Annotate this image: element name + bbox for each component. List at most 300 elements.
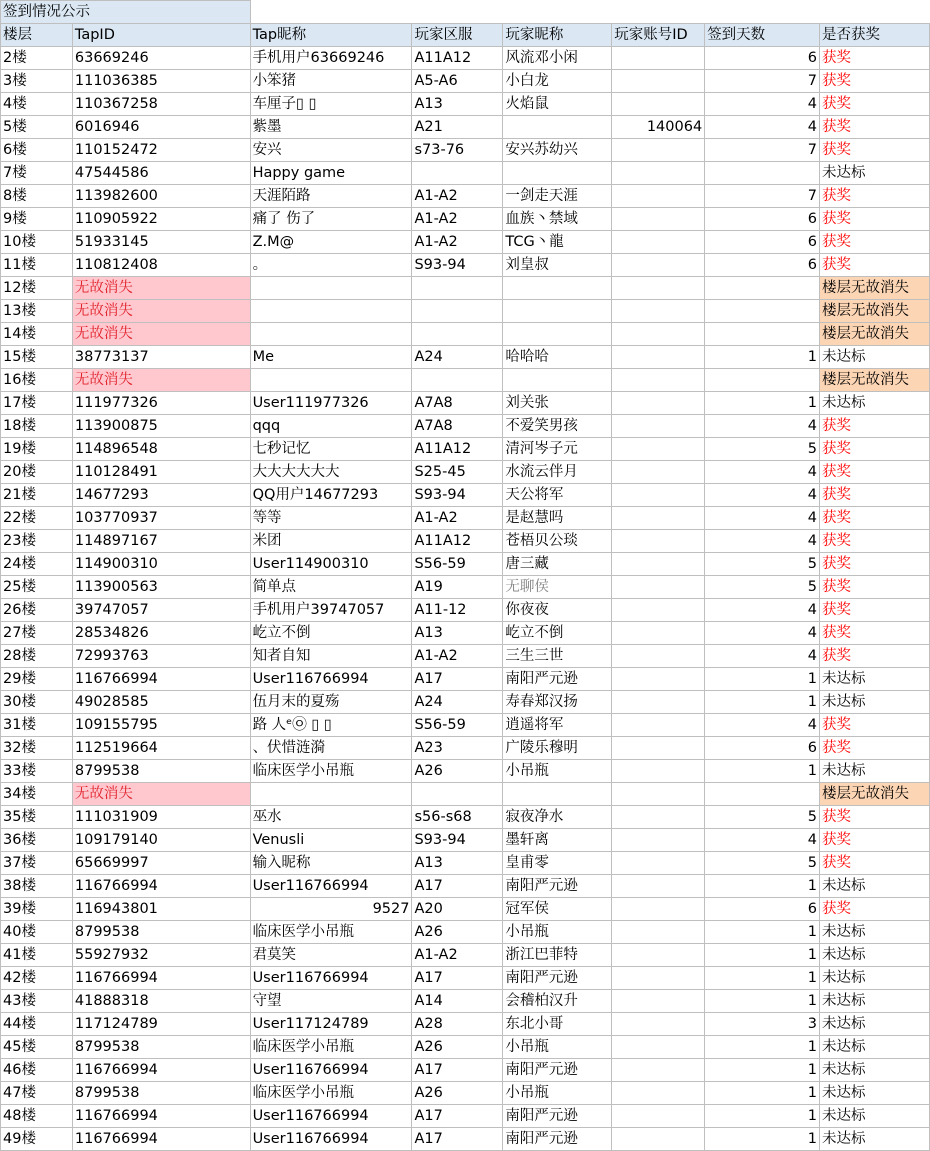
cell-server[interactable]: A28 bbox=[412, 1013, 503, 1036]
cell-server[interactable]: A26 bbox=[412, 1036, 503, 1059]
cell-floor[interactable]: 40楼 bbox=[1, 921, 73, 944]
cell-signin-days[interactable]: 4 bbox=[705, 599, 820, 622]
cell-player-nickname[interactable]: 东北小哥 bbox=[503, 1013, 612, 1036]
cell-tapid[interactable]: 113900875 bbox=[72, 415, 250, 438]
cell-account-id[interactable] bbox=[612, 668, 705, 691]
cell-award-status[interactable]: 获奖 bbox=[820, 185, 930, 208]
cell-player-nickname[interactable] bbox=[503, 323, 612, 346]
cell-signin-days[interactable]: 4 bbox=[705, 714, 820, 737]
cell-account-id[interactable] bbox=[612, 760, 705, 783]
cell-account-id[interactable] bbox=[612, 691, 705, 714]
cell-player-nickname[interactable]: 南阳严元逊 bbox=[503, 1128, 612, 1151]
cell-award-status[interactable]: 未达标 bbox=[820, 1036, 930, 1059]
cell-signin-days[interactable] bbox=[705, 369, 820, 392]
cell-tapid[interactable]: 无故消失 bbox=[72, 277, 250, 300]
cell-tapid[interactable]: 110905922 bbox=[72, 208, 250, 231]
cell-floor[interactable]: 18楼 bbox=[1, 415, 73, 438]
cell-signin-days[interactable]: 1 bbox=[705, 346, 820, 369]
cell-tapid[interactable]: 116766994 bbox=[72, 875, 250, 898]
cell-tap-nickname[interactable]: User116766994 bbox=[250, 875, 412, 898]
cell-server[interactable]: A17 bbox=[412, 967, 503, 990]
cell-floor[interactable]: 26楼 bbox=[1, 599, 73, 622]
cell-tapid[interactable]: 49028585 bbox=[72, 691, 250, 714]
cell-server[interactable]: A1-A2 bbox=[412, 507, 503, 530]
cell-player-nickname[interactable]: 小吊瓶 bbox=[503, 1082, 612, 1105]
cell-award-status[interactable]: 获奖 bbox=[820, 507, 930, 530]
cell-player-nickname[interactable] bbox=[503, 277, 612, 300]
cell-signin-days[interactable]: 4 bbox=[705, 461, 820, 484]
cell-floor[interactable]: 35楼 bbox=[1, 806, 73, 829]
cell-tap-nickname[interactable]: 临床医学小吊瓶 bbox=[250, 1082, 412, 1105]
cell-tap-nickname[interactable]: User111977326 bbox=[250, 392, 412, 415]
cell-server[interactable]: S56-59 bbox=[412, 714, 503, 737]
cell-floor[interactable]: 34楼 bbox=[1, 783, 73, 806]
cell-server[interactable]: A17 bbox=[412, 875, 503, 898]
cell-floor[interactable]: 25楼 bbox=[1, 576, 73, 599]
cell-player-nickname[interactable]: 皇甫零 bbox=[503, 852, 612, 875]
cell-account-id[interactable] bbox=[612, 507, 705, 530]
cell-signin-days[interactable]: 4 bbox=[705, 622, 820, 645]
cell-signin-days[interactable]: 4 bbox=[705, 829, 820, 852]
cell-tapid[interactable]: 110128491 bbox=[72, 461, 250, 484]
cell-account-id[interactable] bbox=[612, 806, 705, 829]
cell-floor[interactable]: 43楼 bbox=[1, 990, 73, 1013]
cell-signin-days[interactable]: 5 bbox=[705, 576, 820, 599]
cell-award-status[interactable]: 楼层无故消失 bbox=[820, 277, 930, 300]
cell-player-nickname[interactable]: 风流邓小闲 bbox=[503, 47, 612, 70]
cell-floor[interactable]: 36楼 bbox=[1, 829, 73, 852]
cell-account-id[interactable] bbox=[612, 599, 705, 622]
cell-floor[interactable]: 21楼 bbox=[1, 484, 73, 507]
cell-server[interactable]: A11A12 bbox=[412, 47, 503, 70]
cell-award-status[interactable]: 未达标 bbox=[820, 921, 930, 944]
cell-tap-nickname[interactable]: User114900310 bbox=[250, 553, 412, 576]
cell-award-status[interactable]: 未达标 bbox=[820, 1128, 930, 1151]
cell-player-nickname[interactable]: 一剑走天涯 bbox=[503, 185, 612, 208]
cell-player-nickname[interactable]: 刘皇叔 bbox=[503, 254, 612, 277]
cell-tap-nickname[interactable]: 临床医学小吊瓶 bbox=[250, 760, 412, 783]
cell-floor[interactable]: 14楼 bbox=[1, 323, 73, 346]
cell-floor[interactable]: 11楼 bbox=[1, 254, 73, 277]
cell-signin-days[interactable]: 6 bbox=[705, 208, 820, 231]
cell-tapid[interactable]: 无故消失 bbox=[72, 323, 250, 346]
cell-tapid[interactable]: 109155795 bbox=[72, 714, 250, 737]
cell-tap-nickname[interactable]: 、伏惜涟漪 bbox=[250, 737, 412, 760]
cell-tapid[interactable]: 116766994 bbox=[72, 1128, 250, 1151]
cell-tapid[interactable]: 14677293 bbox=[72, 484, 250, 507]
cell-account-id[interactable] bbox=[612, 254, 705, 277]
cell-account-id[interactable] bbox=[612, 944, 705, 967]
cell-tapid[interactable]: 113982600 bbox=[72, 185, 250, 208]
cell-tap-nickname[interactable]: 君莫笑 bbox=[250, 944, 412, 967]
cell-server[interactable]: S93-94 bbox=[412, 254, 503, 277]
cell-floor[interactable]: 49楼 bbox=[1, 1128, 73, 1151]
cell-player-nickname[interactable]: 你夜夜 bbox=[503, 599, 612, 622]
cell-tap-nickname[interactable]: 等等 bbox=[250, 507, 412, 530]
cell-player-nickname[interactable]: 会稽柏汉升 bbox=[503, 990, 612, 1013]
cell-signin-days[interactable]: 4 bbox=[705, 645, 820, 668]
cell-floor[interactable]: 7楼 bbox=[1, 162, 73, 185]
cell-floor[interactable]: 29楼 bbox=[1, 668, 73, 691]
cell-player-nickname[interactable]: TCG丶龍 bbox=[503, 231, 612, 254]
cell-floor[interactable]: 17楼 bbox=[1, 392, 73, 415]
cell-floor[interactable]: 37楼 bbox=[1, 852, 73, 875]
cell-server[interactable] bbox=[412, 323, 503, 346]
cell-award-status[interactable]: 楼层无故消失 bbox=[820, 369, 930, 392]
cell-signin-days[interactable]: 5 bbox=[705, 806, 820, 829]
cell-signin-days[interactable]: 4 bbox=[705, 484, 820, 507]
cell-award-status[interactable]: 获奖 bbox=[820, 461, 930, 484]
cell-signin-days[interactable]: 4 bbox=[705, 530, 820, 553]
cell-player-nickname[interactable]: 寿春郑汉扬 bbox=[503, 691, 612, 714]
cell-tap-nickname[interactable] bbox=[250, 369, 412, 392]
cell-award-status[interactable]: 获奖 bbox=[820, 47, 930, 70]
cell-account-id[interactable] bbox=[612, 576, 705, 599]
cell-tapid[interactable]: 8799538 bbox=[72, 1036, 250, 1059]
cell-award-status[interactable]: 获奖 bbox=[820, 645, 930, 668]
cell-account-id[interactable] bbox=[612, 346, 705, 369]
cell-award-status[interactable]: 未达标 bbox=[820, 346, 930, 369]
cell-tap-nickname[interactable]: 七秒记忆 bbox=[250, 438, 412, 461]
cell-tap-nickname[interactable]: qqq bbox=[250, 415, 412, 438]
cell-player-nickname[interactable]: 南阳严元逊 bbox=[503, 668, 612, 691]
cell-account-id[interactable] bbox=[612, 875, 705, 898]
cell-player-nickname[interactable]: 小吊瓶 bbox=[503, 760, 612, 783]
cell-player-nickname[interactable]: 小白龙 bbox=[503, 70, 612, 93]
cell-tapid[interactable]: 8799538 bbox=[72, 1082, 250, 1105]
cell-signin-days[interactable]: 1 bbox=[705, 1128, 820, 1151]
cell-server[interactable]: A26 bbox=[412, 1082, 503, 1105]
cell-signin-days[interactable] bbox=[705, 277, 820, 300]
cell-tap-nickname[interactable]: 紫墨 bbox=[250, 116, 412, 139]
cell-floor[interactable]: 38楼 bbox=[1, 875, 73, 898]
cell-award-status[interactable]: 楼层无故消失 bbox=[820, 300, 930, 323]
cell-account-id[interactable] bbox=[612, 1013, 705, 1036]
cell-server[interactable]: A11A12 bbox=[412, 438, 503, 461]
cell-tap-nickname[interactable]: 天涯陌路 bbox=[250, 185, 412, 208]
cell-account-id[interactable] bbox=[612, 392, 705, 415]
cell-player-nickname[interactable]: 清河岑子元 bbox=[503, 438, 612, 461]
cell-signin-days[interactable]: 7 bbox=[705, 70, 820, 93]
cell-tap-nickname[interactable]: 小笨猪 bbox=[250, 70, 412, 93]
cell-signin-days[interactable]: 6 bbox=[705, 47, 820, 70]
cell-award-status[interactable]: 获奖 bbox=[820, 530, 930, 553]
cell-tapid[interactable]: 6016946 bbox=[72, 116, 250, 139]
cell-floor[interactable]: 44楼 bbox=[1, 1013, 73, 1036]
cell-tap-nickname[interactable]: 路 人ᵉ㉧ ▯ ▯ bbox=[250, 714, 412, 737]
cell-tapid[interactable]: 47544586 bbox=[72, 162, 250, 185]
cell-award-status[interactable]: 楼层无故消失 bbox=[820, 783, 930, 806]
cell-account-id[interactable] bbox=[612, 622, 705, 645]
cell-award-status[interactable]: 未达标 bbox=[820, 875, 930, 898]
cell-award-status[interactable]: 获奖 bbox=[820, 898, 930, 921]
cell-floor[interactable]: 16楼 bbox=[1, 369, 73, 392]
cell-signin-days[interactable]: 5 bbox=[705, 852, 820, 875]
cell-account-id[interactable] bbox=[612, 231, 705, 254]
cell-player-nickname[interactable]: 是赵慧吗 bbox=[503, 507, 612, 530]
cell-tap-nickname[interactable]: 安兴 bbox=[250, 139, 412, 162]
cell-signin-days[interactable]: 6 bbox=[705, 737, 820, 760]
cell-server[interactable]: A26 bbox=[412, 760, 503, 783]
cell-player-nickname[interactable]: 南阳严元逊 bbox=[503, 1059, 612, 1082]
cell-player-nickname[interactable]: 逍遥将军 bbox=[503, 714, 612, 737]
cell-floor[interactable]: 6楼 bbox=[1, 139, 73, 162]
cell-server[interactable]: A19 bbox=[412, 576, 503, 599]
cell-signin-days[interactable]: 1 bbox=[705, 1082, 820, 1105]
cell-account-id[interactable]: 140064 bbox=[612, 116, 705, 139]
cell-signin-days[interactable]: 1 bbox=[705, 990, 820, 1013]
cell-tap-nickname[interactable]: 伍月末的夏殇 bbox=[250, 691, 412, 714]
cell-signin-days[interactable]: 6 bbox=[705, 231, 820, 254]
cell-floor[interactable]: 13楼 bbox=[1, 300, 73, 323]
cell-player-nickname[interactable]: 唐三藏 bbox=[503, 553, 612, 576]
cell-player-nickname[interactable]: 南阳严元逊 bbox=[503, 967, 612, 990]
cell-award-status[interactable]: 获奖 bbox=[820, 231, 930, 254]
cell-signin-days[interactable] bbox=[705, 783, 820, 806]
cell-signin-days[interactable] bbox=[705, 323, 820, 346]
cell-award-status[interactable]: 获奖 bbox=[820, 208, 930, 231]
cell-floor[interactable]: 22楼 bbox=[1, 507, 73, 530]
cell-signin-days[interactable]: 3 bbox=[705, 1013, 820, 1036]
header-account-id[interactable]: 玩家账号ID bbox=[612, 24, 705, 47]
cell-tapid[interactable]: 114897167 bbox=[72, 530, 250, 553]
cell-server[interactable]: A1-A2 bbox=[412, 645, 503, 668]
cell-account-id[interactable] bbox=[612, 1059, 705, 1082]
cell-tapid[interactable]: 112519664 bbox=[72, 737, 250, 760]
cell-player-nickname[interactable] bbox=[503, 116, 612, 139]
cell-floor[interactable]: 48楼 bbox=[1, 1105, 73, 1128]
cell-signin-days[interactable]: 4 bbox=[705, 116, 820, 139]
cell-award-status[interactable]: 获奖 bbox=[820, 438, 930, 461]
cell-tap-nickname[interactable]: User116766994 bbox=[250, 967, 412, 990]
cell-signin-days[interactable]: 1 bbox=[705, 875, 820, 898]
cell-account-id[interactable] bbox=[612, 967, 705, 990]
cell-player-nickname[interactable]: 水流云伴月 bbox=[503, 461, 612, 484]
cell-floor[interactable]: 2楼 bbox=[1, 47, 73, 70]
cell-tapid[interactable]: 116766994 bbox=[72, 1059, 250, 1082]
header-floor[interactable]: 楼层 bbox=[1, 24, 73, 47]
cell-server[interactable]: A13 bbox=[412, 622, 503, 645]
cell-floor[interactable]: 42楼 bbox=[1, 967, 73, 990]
cell-player-nickname[interactable]: 不爱笑男孩 bbox=[503, 415, 612, 438]
cell-server[interactable]: s56-s68 bbox=[412, 806, 503, 829]
cell-server[interactable]: A24 bbox=[412, 346, 503, 369]
cell-signin-days[interactable]: 1 bbox=[705, 967, 820, 990]
cell-player-nickname[interactable]: 小吊瓶 bbox=[503, 1036, 612, 1059]
cell-floor[interactable]: 9楼 bbox=[1, 208, 73, 231]
cell-award-status[interactable]: 获奖 bbox=[820, 553, 930, 576]
cell-floor[interactable]: 10楼 bbox=[1, 231, 73, 254]
cell-server[interactable]: A21 bbox=[412, 116, 503, 139]
cell-account-id[interactable] bbox=[612, 208, 705, 231]
cell-server[interactable]: A17 bbox=[412, 668, 503, 691]
cell-tap-nickname[interactable]: 9527 bbox=[250, 898, 412, 921]
cell-tapid[interactable]: 109179140 bbox=[72, 829, 250, 852]
header-signin-days[interactable]: 签到天数 bbox=[705, 24, 820, 47]
cell-signin-days[interactable]: 1 bbox=[705, 1036, 820, 1059]
cell-account-id[interactable] bbox=[612, 461, 705, 484]
cell-tap-nickname[interactable]: User116766994 bbox=[250, 1105, 412, 1128]
cell-award-status[interactable]: 未达标 bbox=[820, 967, 930, 990]
cell-server[interactable]: A7A8 bbox=[412, 392, 503, 415]
cell-server[interactable]: S93-94 bbox=[412, 484, 503, 507]
cell-player-nickname[interactable] bbox=[503, 300, 612, 323]
cell-tapid[interactable]: 51933145 bbox=[72, 231, 250, 254]
cell-floor[interactable]: 23楼 bbox=[1, 530, 73, 553]
cell-tapid[interactable]: 111031909 bbox=[72, 806, 250, 829]
cell-server[interactable]: S56-59 bbox=[412, 553, 503, 576]
cell-floor[interactable]: 32楼 bbox=[1, 737, 73, 760]
cell-award-status[interactable]: 未达标 bbox=[820, 944, 930, 967]
cell-server[interactable]: A1-A2 bbox=[412, 231, 503, 254]
cell-player-nickname[interactable]: 浙江巴菲特 bbox=[503, 944, 612, 967]
cell-player-nickname[interactable]: 屹立不倒 bbox=[503, 622, 612, 645]
cell-tap-nickname[interactable]: 手机用户63669246 bbox=[250, 47, 412, 70]
header-player-nickname[interactable]: 玩家昵称 bbox=[503, 24, 612, 47]
cell-account-id[interactable] bbox=[612, 369, 705, 392]
cell-server[interactable]: A1-A2 bbox=[412, 944, 503, 967]
cell-account-id[interactable] bbox=[612, 1105, 705, 1128]
cell-tapid[interactable]: 113900563 bbox=[72, 576, 250, 599]
cell-tap-nickname[interactable]: QQ用户14677293 bbox=[250, 484, 412, 507]
cell-tap-nickname[interactable]: 输入昵称 bbox=[250, 852, 412, 875]
cell-player-nickname[interactable]: 安兴苏幼兴 bbox=[503, 139, 612, 162]
cell-tap-nickname[interactable]: User116766994 bbox=[250, 1128, 412, 1151]
cell-award-status[interactable]: 未达标 bbox=[820, 392, 930, 415]
cell-server[interactable]: s73-76 bbox=[412, 139, 503, 162]
cell-signin-days[interactable]: 4 bbox=[705, 415, 820, 438]
cell-player-nickname[interactable]: 刘关张 bbox=[503, 392, 612, 415]
cell-account-id[interactable] bbox=[612, 300, 705, 323]
cell-account-id[interactable] bbox=[612, 1082, 705, 1105]
cell-player-nickname[interactable]: 冠军侯 bbox=[503, 898, 612, 921]
cell-server[interactable]: A7A8 bbox=[412, 415, 503, 438]
cell-floor[interactable]: 3楼 bbox=[1, 70, 73, 93]
cell-tapid[interactable]: 41888318 bbox=[72, 990, 250, 1013]
cell-account-id[interactable] bbox=[612, 829, 705, 852]
cell-floor[interactable]: 19楼 bbox=[1, 438, 73, 461]
cell-player-nickname[interactable]: 墨轩离 bbox=[503, 829, 612, 852]
cell-signin-days[interactable]: 1 bbox=[705, 1059, 820, 1082]
cell-floor[interactable]: 20楼 bbox=[1, 461, 73, 484]
cell-player-nickname[interactable]: 天公将军 bbox=[503, 484, 612, 507]
cell-award-status[interactable]: 未达标 bbox=[820, 990, 930, 1013]
cell-tapid[interactable]: 72993763 bbox=[72, 645, 250, 668]
cell-floor[interactable]: 12楼 bbox=[1, 277, 73, 300]
cell-account-id[interactable] bbox=[612, 737, 705, 760]
cell-signin-days[interactable]: 1 bbox=[705, 1105, 820, 1128]
cell-server[interactable]: A11A12 bbox=[412, 530, 503, 553]
cell-award-status[interactable]: 未达标 bbox=[820, 1059, 930, 1082]
cell-player-nickname[interactable]: 苍梧贝公琰 bbox=[503, 530, 612, 553]
cell-tapid[interactable]: 116766994 bbox=[72, 967, 250, 990]
cell-tapid[interactable]: 无故消失 bbox=[72, 783, 250, 806]
cell-tap-nickname[interactable] bbox=[250, 300, 412, 323]
cell-player-nickname[interactable]: 广陵乐穆明 bbox=[503, 737, 612, 760]
cell-award-status[interactable]: 获奖 bbox=[820, 484, 930, 507]
cell-tap-nickname[interactable]: 简单点 bbox=[250, 576, 412, 599]
cell-tap-nickname[interactable]: Me bbox=[250, 346, 412, 369]
cell-account-id[interactable] bbox=[612, 185, 705, 208]
cell-award-status[interactable]: 获奖 bbox=[820, 852, 930, 875]
cell-server[interactable]: A1-A2 bbox=[412, 185, 503, 208]
cell-tapid[interactable]: 110152472 bbox=[72, 139, 250, 162]
cell-tap-nickname[interactable]: 守望 bbox=[250, 990, 412, 1013]
cell-tapid[interactable]: 63669246 bbox=[72, 47, 250, 70]
cell-tap-nickname[interactable]: 。 bbox=[250, 254, 412, 277]
cell-server[interactable]: S25-45 bbox=[412, 461, 503, 484]
cell-account-id[interactable] bbox=[612, 852, 705, 875]
cell-tapid[interactable]: 65669997 bbox=[72, 852, 250, 875]
cell-account-id[interactable] bbox=[612, 277, 705, 300]
cell-tapid[interactable]: 55927932 bbox=[72, 944, 250, 967]
cell-tap-nickname[interactable]: 大大大大大大 bbox=[250, 461, 412, 484]
cell-award-status[interactable]: 获奖 bbox=[820, 714, 930, 737]
cell-tapid[interactable]: 8799538 bbox=[72, 760, 250, 783]
cell-tap-nickname[interactable]: Happy game bbox=[250, 162, 412, 185]
header-award-status[interactable]: 是否获奖 bbox=[820, 24, 930, 47]
cell-floor[interactable]: 4楼 bbox=[1, 93, 73, 116]
cell-floor[interactable]: 24楼 bbox=[1, 553, 73, 576]
cell-tap-nickname[interactable] bbox=[250, 323, 412, 346]
cell-tapid[interactable]: 103770937 bbox=[72, 507, 250, 530]
header-server[interactable]: 玩家区服 bbox=[412, 24, 503, 47]
cell-server[interactable]: A13 bbox=[412, 852, 503, 875]
cell-account-id[interactable] bbox=[612, 93, 705, 116]
cell-tapid[interactable]: 8799538 bbox=[72, 921, 250, 944]
cell-signin-days[interactable]: 1 bbox=[705, 691, 820, 714]
cell-player-nickname[interactable]: 血族丶禁域 bbox=[503, 208, 612, 231]
cell-server[interactable] bbox=[412, 277, 503, 300]
cell-tap-nickname[interactable]: 痛了 伤了 bbox=[250, 208, 412, 231]
cell-award-status[interactable]: 获奖 bbox=[820, 139, 930, 162]
cell-tapid[interactable]: 110812408 bbox=[72, 254, 250, 277]
cell-tapid[interactable]: 114896548 bbox=[72, 438, 250, 461]
cell-server[interactable] bbox=[412, 783, 503, 806]
cell-account-id[interactable] bbox=[612, 714, 705, 737]
cell-tap-nickname[interactable]: User117124789 bbox=[250, 1013, 412, 1036]
cell-server[interactable] bbox=[412, 162, 503, 185]
cell-server[interactable]: A26 bbox=[412, 921, 503, 944]
cell-award-status[interactable]: 未达标 bbox=[820, 691, 930, 714]
cell-player-nickname[interactable] bbox=[503, 783, 612, 806]
cell-account-id[interactable] bbox=[612, 645, 705, 668]
cell-signin-days[interactable]: 7 bbox=[705, 185, 820, 208]
cell-award-status[interactable]: 楼层无故消失 bbox=[820, 323, 930, 346]
cell-award-status[interactable]: 未达标 bbox=[820, 162, 930, 185]
cell-floor[interactable]: 30楼 bbox=[1, 691, 73, 714]
cell-server[interactable]: A23 bbox=[412, 737, 503, 760]
cell-player-nickname[interactable] bbox=[503, 369, 612, 392]
cell-floor[interactable]: 27楼 bbox=[1, 622, 73, 645]
cell-signin-days[interactable]: 1 bbox=[705, 944, 820, 967]
cell-player-nickname[interactable]: 火焰鼠 bbox=[503, 93, 612, 116]
cell-player-nickname[interactable]: 南阳严元逊 bbox=[503, 875, 612, 898]
header-tap-nickname[interactable]: Tap昵称 bbox=[250, 24, 412, 47]
cell-server[interactable]: A17 bbox=[412, 1059, 503, 1082]
cell-signin-days[interactable]: 1 bbox=[705, 760, 820, 783]
cell-account-id[interactable] bbox=[612, 323, 705, 346]
cell-award-status[interactable]: 未达标 bbox=[820, 1013, 930, 1036]
cell-signin-days[interactable]: 7 bbox=[705, 139, 820, 162]
cell-tapid[interactable]: 111977326 bbox=[72, 392, 250, 415]
cell-floor[interactable]: 28楼 bbox=[1, 645, 73, 668]
cell-account-id[interactable] bbox=[612, 921, 705, 944]
cell-account-id[interactable] bbox=[612, 47, 705, 70]
cell-account-id[interactable] bbox=[612, 530, 705, 553]
cell-account-id[interactable] bbox=[612, 415, 705, 438]
cell-floor[interactable]: 5楼 bbox=[1, 116, 73, 139]
